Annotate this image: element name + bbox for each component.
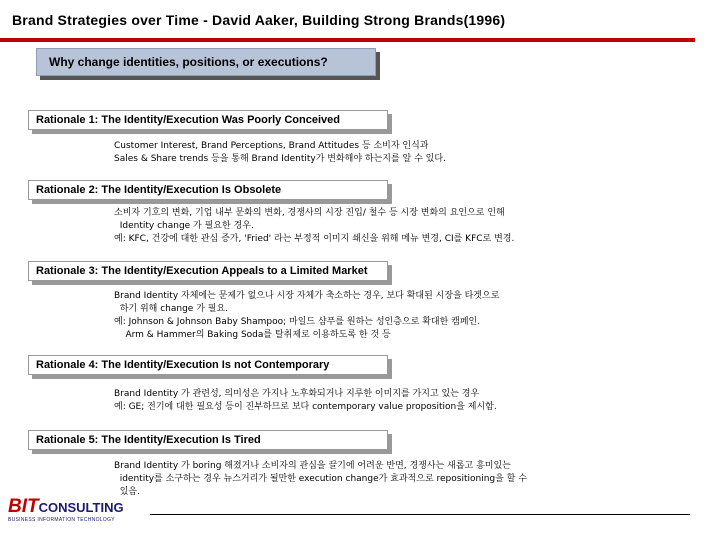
rationale-4-label: Rationale 4: The Identity/Execution Is not Contemporary — [36, 359, 330, 371]
rationale-4-text: Brand Identity 가 관련성, 의미성은 가지나 노후화되거나 지루한 이미지를 가지고 있는 경우 예: GE; 전기에 대한 필요성 등이 진부하므로 보다 contemporary value proposition을 제시함. — [114, 389, 497, 412]
rationale-3-box — [28, 261, 388, 281]
logo-bit: BIT — [8, 496, 39, 517]
rationale-2-label: Rationale 2: The Identity/Execution Is Obsolete — [36, 184, 282, 196]
logo-consulting: CONSULTING — [38, 500, 124, 515]
rationale-3-label: Rationale 3: The Identity/Execution Appeals to a Limited Market — [36, 265, 368, 277]
rationale-5-box — [28, 430, 388, 450]
rationale-5-label: Rationale 5: The Identity/Execution Is Tired — [36, 434, 261, 446]
question-box — [36, 48, 376, 76]
rationale-4-box — [28, 355, 388, 375]
title-divider — [0, 38, 695, 42]
rationale-1-label: Rationale 1: The Identity/Execution Was Poorly Conceived — [36, 114, 340, 126]
rationale-2-text: 소비자 기호의 변화, 기업 내부 문화의 변화, 경쟁사의 시장 진입/ 철수 등 시장 변화의 요인으로 인해 Identity change 가 필요한 경우. 예: KFC, 건강에 대한 관심 증가, 'Fried' 라는 부정적 이미지 쇄신을 위해 메뉴 변경, CI를 KFC로 변경. — [114, 208, 515, 244]
page-title: Brand Strategies over Time - David Aaker, Building Strong Brands(1996) — [12, 12, 506, 28]
rationale-2-box — [28, 180, 388, 200]
rationale-3-text: Brand Identity 자체에는 문제가 없으나 시장 자체가 축소하는 경우, 보다 확대된 시장을 타겟으로 하기 위해 change 가 필요. 예: Johnson & Johnson Baby Shampoo; 마일드 샴푸를 원하는 성인층으로 확대한 캠페인. Arm & Hammer의 Baking Soda를 탈취제로 이용하도록 한 것 등 — [114, 291, 500, 340]
rationale-5-text: Brand Identity 가 boring 해졌거나 소비자의 관심을 끌기에 어려운 반면, 경쟁사는 새롭고 흥미있는 identity를 소구하는 경우 뉴스거리가 될만한 execution change가 효과적으로 repositioning을 할 수 있음. — [114, 461, 527, 497]
logo-subtitle: BUSINESS INFORMATION TECHNOLOGY — [8, 517, 115, 523]
rationale-1-text: Customer Interest, Brand Perceptions, Brand Attitudes 등 소비자 인식과 Sales & Share trends 등을 통해 Brand Identity가 변화해야 하는지를 알 수 있다. — [114, 141, 446, 164]
question-label: Why change identities, positions, or executions? — [49, 55, 328, 69]
footer-divider — [150, 514, 690, 515]
bit-consulting-logo — [8, 498, 128, 528]
rationale-1-box — [28, 110, 388, 130]
